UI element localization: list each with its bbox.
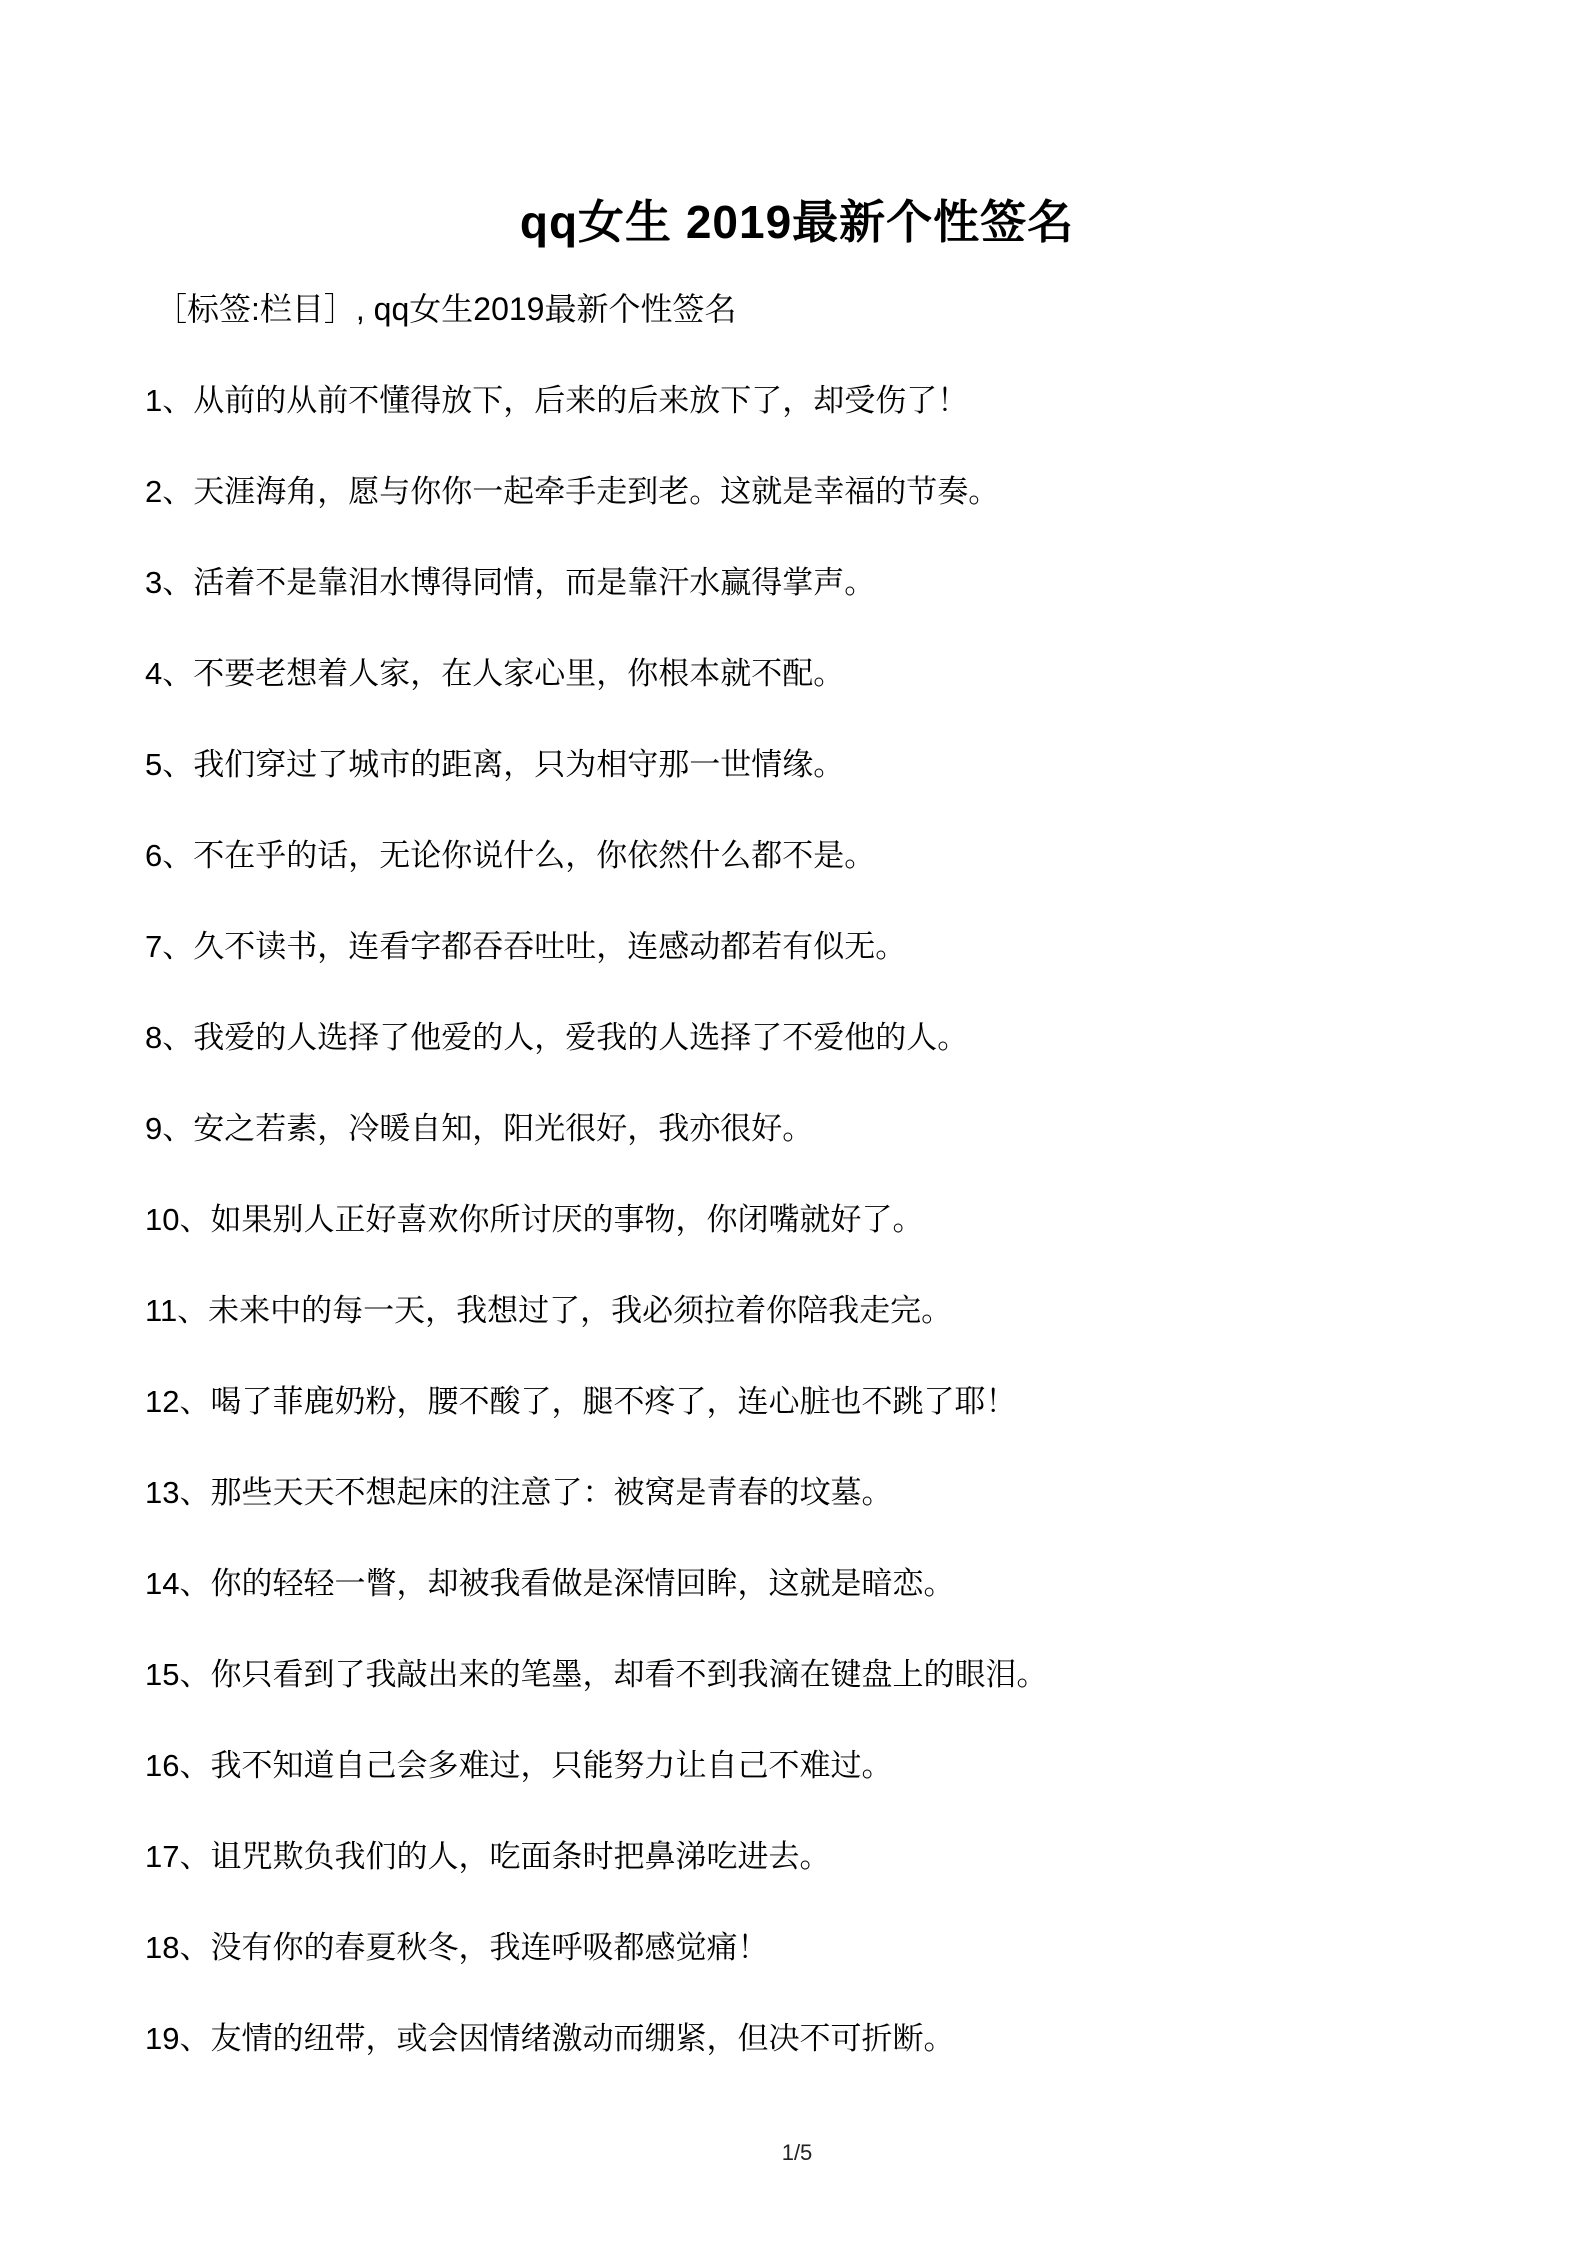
- signature-item-17: 17、诅咒欺负我们的人，吃面条时把鼻涕吃进去。: [145, 1839, 831, 1874]
- signature-item-12: 12、喝了菲鹿奶粉，腰不酸了，腿不疼了，连心脏也不跳了耶！: [145, 1384, 1017, 1419]
- signature-item-9: 9、安之若素，冷暖自知，阳光很好，我亦很好。: [145, 1111, 814, 1146]
- tags-line: ［标签:栏目］, qq女生2019最新个性签名: [155, 291, 737, 327]
- signature-item-14: 14、你的轻轻一瞥，却被我看做是深情回眸，这就是暗恋。: [145, 1566, 955, 1601]
- signature-item-6: 6、不在乎的话，无论你说什么，你依然什么都不是。: [145, 838, 876, 873]
- signature-item-3: 3、活着不是靠泪水博得同情，而是靠汗水赢得掌声。: [145, 565, 876, 600]
- signature-item-7: 7、久不读书，连看字都吞吞吐吐，连感动都若有似无。: [145, 929, 907, 964]
- signature-list: [0, 380, 1594, 2059]
- signature-item-10: 10、如果别人正好喜欢你所讨厌的事物，你闭嘴就好了。: [145, 1202, 924, 1237]
- signature-item-11: 11、未来中的每一天，我想过了，我必须拉着你陪我走完。: [145, 1293, 953, 1328]
- signature-item-5: 5、我们穿过了城市的距离，只为相守那一世情缘。: [145, 747, 845, 782]
- signature-item-19: 19、友情的纽带，或会因情绪激动而绷紧，但决不可折断。: [145, 2021, 955, 2056]
- signature-item-15: 15、你只看到了我敲出来的笔墨，却看不到我滴在键盘上的眼泪。: [145, 1657, 1048, 1692]
- signature-item-16: 16、我不知道自己会多难过，只能努力让自己不难过。: [145, 1748, 893, 1783]
- page-number: 1/5: [781, 2140, 813, 2165]
- signature-item-18: 18、没有你的春夏秋冬，我连呼吸都感觉痛！: [145, 1930, 769, 1965]
- signature-item-2: 2、天涯海角，愿与你你一起牵手走到老。这就是幸福的节奏。: [145, 474, 1000, 509]
- page-title: qq女生 2019最新个性签名: [519, 196, 1075, 248]
- signature-item-1: 1、从前的从前不懂得放下，后来的后来放下了，却受伤了！: [145, 383, 969, 418]
- signature-item-8: 8、我爱的人选择了他爱的人，爱我的人选择了不爱他的人。: [145, 1020, 969, 1055]
- signature-item-13: 13、那些天天不想起床的注意了：被窝是青春的坟墓。: [145, 1475, 893, 1510]
- signature-item-4: 4、不要老想着人家，在人家心里，你根本就不配。: [145, 656, 845, 691]
